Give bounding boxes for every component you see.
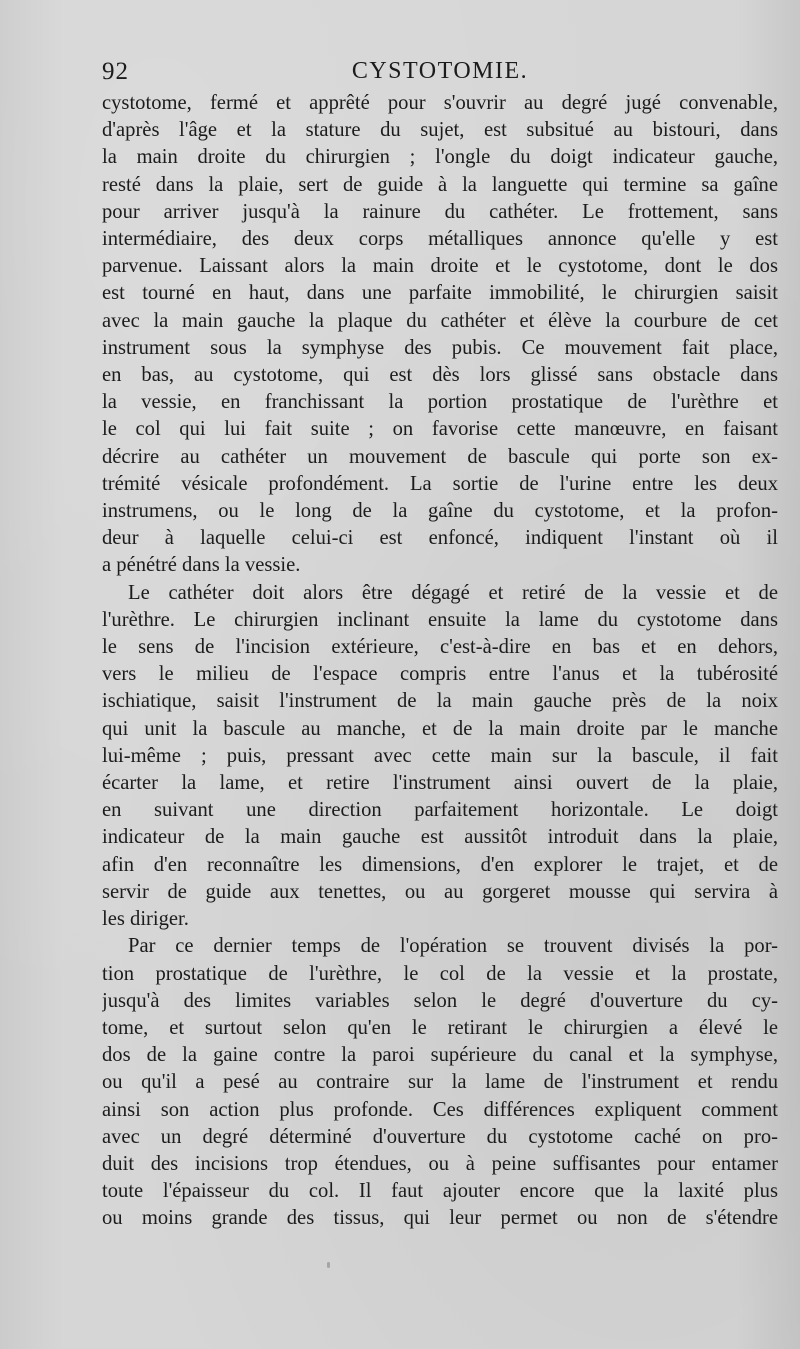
paragraph-first-line: Le cathéter doit alors être dégagé et retiré de la vessie et de: [128, 581, 778, 604]
text-line: avec un degré déterminé d'ouverture du cystotome caché on pro-: [102, 1125, 778, 1148]
paragraph-first-line: Par ce dernier temps de l'opération se trouvent divisés la por-: [128, 935, 778, 958]
text-line: intermédiaire, des deux corps métalliques annonce qu'elle y est: [102, 228, 778, 251]
text-line: dos de la gaine contre la paroi supérieure du canal et la symphyse,: [102, 1044, 778, 1067]
text-line: pour arriver jusqu'à la rainure du cathéter. Le frottement, sans: [102, 200, 778, 223]
text-line: toute l'épaisseur du col. Il faut ajouter encore que la laxité plus: [102, 1180, 778, 1203]
text-line: ou moins grande des tissus, qui leur permet ou non de s'étendre: [102, 1207, 778, 1230]
text-line: deur à laquelle celui-ci est enfoncé, indiquent l'instant où il: [102, 527, 778, 550]
page-number: 92: [102, 58, 129, 85]
text-line: est tourné en haut, dans une parfaite immobilité, le chirurgien saisit: [102, 282, 778, 305]
text-line: vers le milieu de l'espace compris entre l'anus et la tubérosité: [102, 663, 778, 686]
text-line: le sens de l'incision extérieure, c'est-à-dire en bas et en dehors,: [102, 636, 778, 659]
paragraph-end-line: les diriger.: [102, 908, 189, 931]
text-line: le col qui lui fait suite ; on favorise cette manœuvre, en faisant: [102, 418, 778, 441]
text-line: ainsi son action plus profonde. Ces différences expliquent comment: [102, 1098, 778, 1121]
text-line: en suivant une direction parfaitement horizontale. Le doigt: [102, 799, 778, 822]
text-line: instrumens, ou le long de la gaîne du cystotome, et la profon-: [102, 500, 778, 523]
text-line: indicateur de la main gauche est aussitôt introduit dans la plaie,: [102, 826, 778, 849]
text-line: afin d'en reconnaître les dimensions, d'en explorer le trajet, et de: [102, 853, 778, 876]
text-line: lui-même ; puis, pressant avec cette main sur la bascule, il fait: [102, 744, 778, 767]
text-line: ischiatique, saisit l'instrument de la main gauche près de la noix: [102, 690, 778, 713]
text-line: parvenue. Laissant alors la main droite et le cystotome, dont le dos: [102, 255, 778, 278]
text-line: décrire au cathéter un mouvement de bascule qui porte son ex-: [102, 445, 778, 468]
text-line: d'après l'âge et la stature du sujet, est subsitué au bistouri, dans: [102, 119, 778, 142]
text-line: trémité vésicale profondément. La sortie de l'urine entre les deux: [102, 472, 778, 495]
text-line: tome, et surtout selon qu'en le retirant le chirurgien a élevé le: [102, 1016, 778, 1039]
text-line: servir de guide aux tenettes, ou au gorgeret mousse qui servira à: [102, 880, 778, 903]
text-line: jusqu'à des limites variables selon le degré d'ouverture du cy-: [102, 989, 778, 1012]
text-line: tion prostatique de l'urèthre, le col de la vessie et la prostate,: [102, 962, 778, 985]
running-head: CYSTOTOMIE.: [351, 58, 529, 84]
text-line: cystotome, fermé et apprêté pour s'ouvrir au degré jugé convenable,: [102, 92, 778, 114]
text-line: la vessie, en franchissant la portion prostatique de l'urèthre et: [102, 391, 778, 414]
text-line: avec la main gauche la plaque du cathéter et élève la courbure de cet: [102, 309, 778, 332]
text-line: l'urèthre. Le chirurgien inclinant ensuite la lame du cystotome dans: [102, 608, 778, 631]
text-line: en bas, au cystotome, qui est dès lors glissé sans obstacle dans: [102, 364, 778, 387]
text-line: duit des incisions trop étendues, ou à peine suffisantes pour entamer: [102, 1152, 778, 1175]
text-line: resté dans la plaie, sert de guide à la languette qui termine sa gaîne: [102, 173, 778, 196]
paper-speck: [327, 1262, 330, 1268]
paragraph-end-line: a pénétré dans la vessie.: [102, 554, 301, 577]
body-text: [102, 90, 778, 1233]
text-line: instrument sous la symphyse des pubis. Ce mouvement fait place,: [102, 336, 778, 359]
text-line: la main droite du chirurgien ; l'ongle du doigt indicateur gauche,: [102, 146, 778, 169]
text-line: qui unit la bascule au manche, et de la main droite par le manche: [102, 717, 778, 740]
text-line: écarter la lame, et retire l'instrument ainsi ouvert de la plaie,: [102, 772, 778, 795]
page-header: [102, 58, 778, 92]
text-line: ou qu'il a pesé au contraire sur la lame de l'instrument et rendu: [102, 1071, 778, 1094]
